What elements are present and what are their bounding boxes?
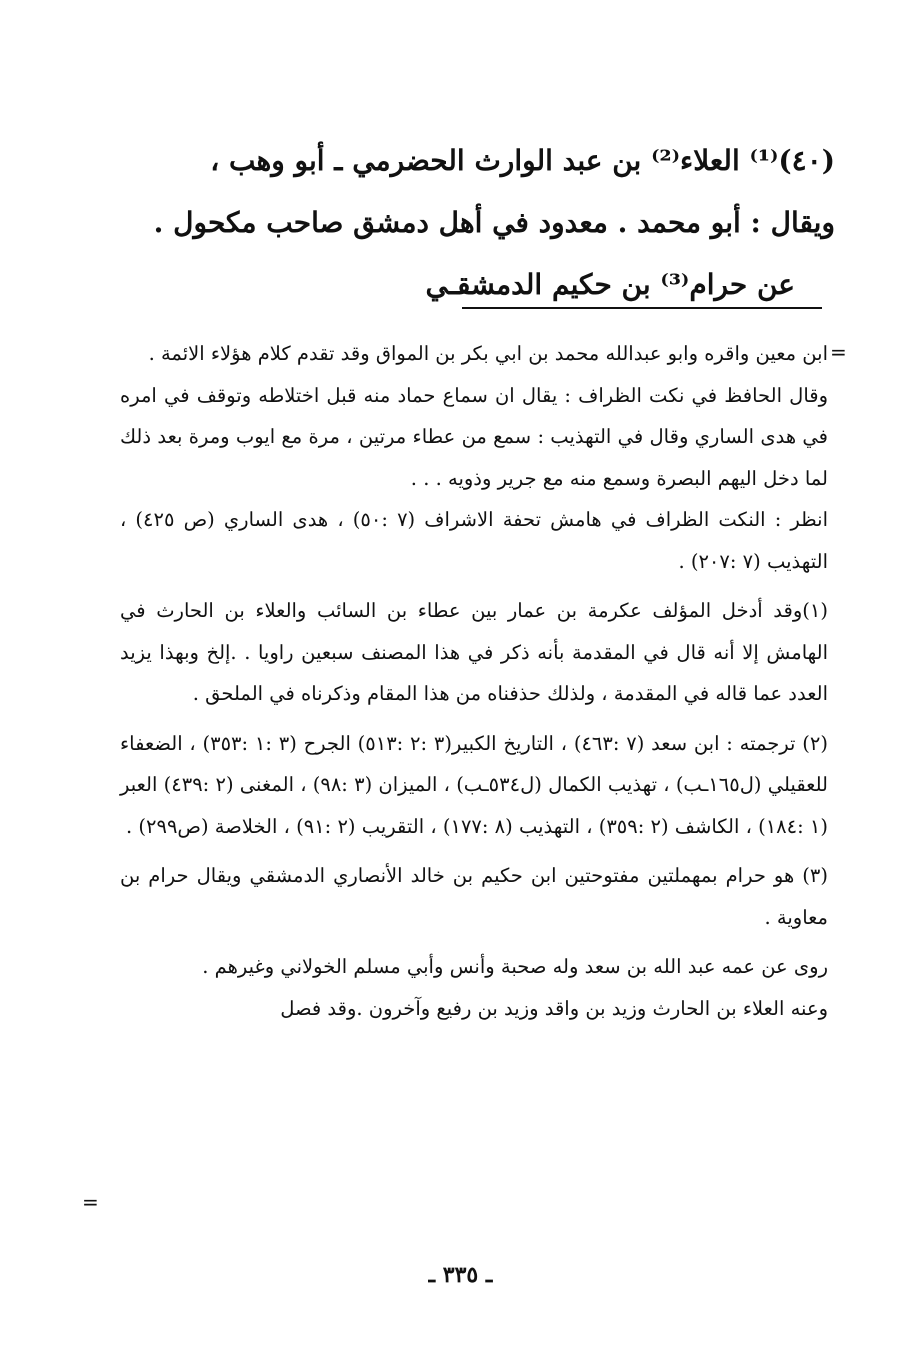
footnotes: [120, 333, 828, 1029]
main-entry: [110, 130, 835, 316]
continuation-marker-bottom: =: [82, 1190, 99, 1214]
footnote-divider: [462, 307, 822, 309]
footnote-continuation-2: وقال الحافظ في نكت الظراف : يقال ان سماع حماد منه قبل اختلاطه وتوقف في امره في هدى الساري وقال في التهذيب : سمع من عطاء مرتين ، مرة مع ايوب ومرة بعد ذلك لما دخل اليهم البصرة وسمع منه مع جرير وذويه . . .: [120, 383, 828, 490]
footnote-continuation-3: انظر : النكت الظراف في هامش تحفة الاشراف (٧ :٥٠) ، هدى الساري (ص ٤٢٥) ، التهذيب (٧ :٢٠٧) .: [120, 508, 829, 573]
footnote-3-paragraph-3: وعنه العلاء بن الحارث وزيد بن واقد وزيد بن رفيع وآخرون .وقد فصل: [280, 996, 828, 1020]
entry-line-3: عن حرام⁽³⁾ بن حكيم الدمشقـي: [425, 268, 795, 301]
continuation-marker-top: =: [830, 340, 847, 364]
footnote-3: (٣) هو حرام بمهملتين مفتوحتين ابن حكيم بن خالد الأنصاري الدمشقي ويقال حرام بن معاوية .: [120, 864, 828, 929]
page-number: ـ ٣٣٥ ـ: [428, 1262, 493, 1288]
entry-line-1: (٤٠)⁽¹⁾ العلاء⁽²⁾ بن عبد الوارث الحضرمي ـ أبو وهب ،: [210, 144, 835, 177]
footnote-2: (٢) ترجمته : ابن سعد (٧ :٤٦٣) ، التاريخ الكبير(٣ :٢ :٥١٣) الجرح (٣ :١ :٣٥٣) ، الضعفاء للعقيلي (ل١٦٥ـب) ، تهذيب الكمال (ل٥٣٤ـب) ، الميزان (٣ :٩٨) ، المغنى (٢ :٤٣٩) العبر (١ :١٨٤) ، الكاشف (٢ :٣٥٩) ، التهذيب (٨ :١٧٧) ، التقريب (٢ :٩١) ، الخلاصة (ص٢٩٩) .: [120, 731, 828, 838]
footnote-3-paragraph-2: روى عن عمه عبد الله بن سعد وله صحبة وأنس وأبي مسلم الخولاني وغيرهم .: [202, 955, 828, 978]
footnote-continuation-1: ابن معين واقره وابو عبدالله محمد بن ابي بكر بن المواق وقد تقدم كلام هؤلاء الائمة .: [148, 342, 828, 365]
entry-line-2: ويقال : أبو محمد . معدود في أهل دمشق صاحب مكحول .: [153, 206, 835, 239]
footnote-1: (١)وقد أدخل المؤلف عكرمة بن عمار بين عطاء بن السائب والعلاء بن الحارث في الهامش إلا أنه قال في المقدمة بأنه ذكر في هذا المصنف سبعين راويا . .إلخ وبهذا يزيد العدد عما قاله في المقدمة ، ولذلك حذفناه من هذا المقام وذكرناه في الملحق .: [120, 599, 828, 705]
